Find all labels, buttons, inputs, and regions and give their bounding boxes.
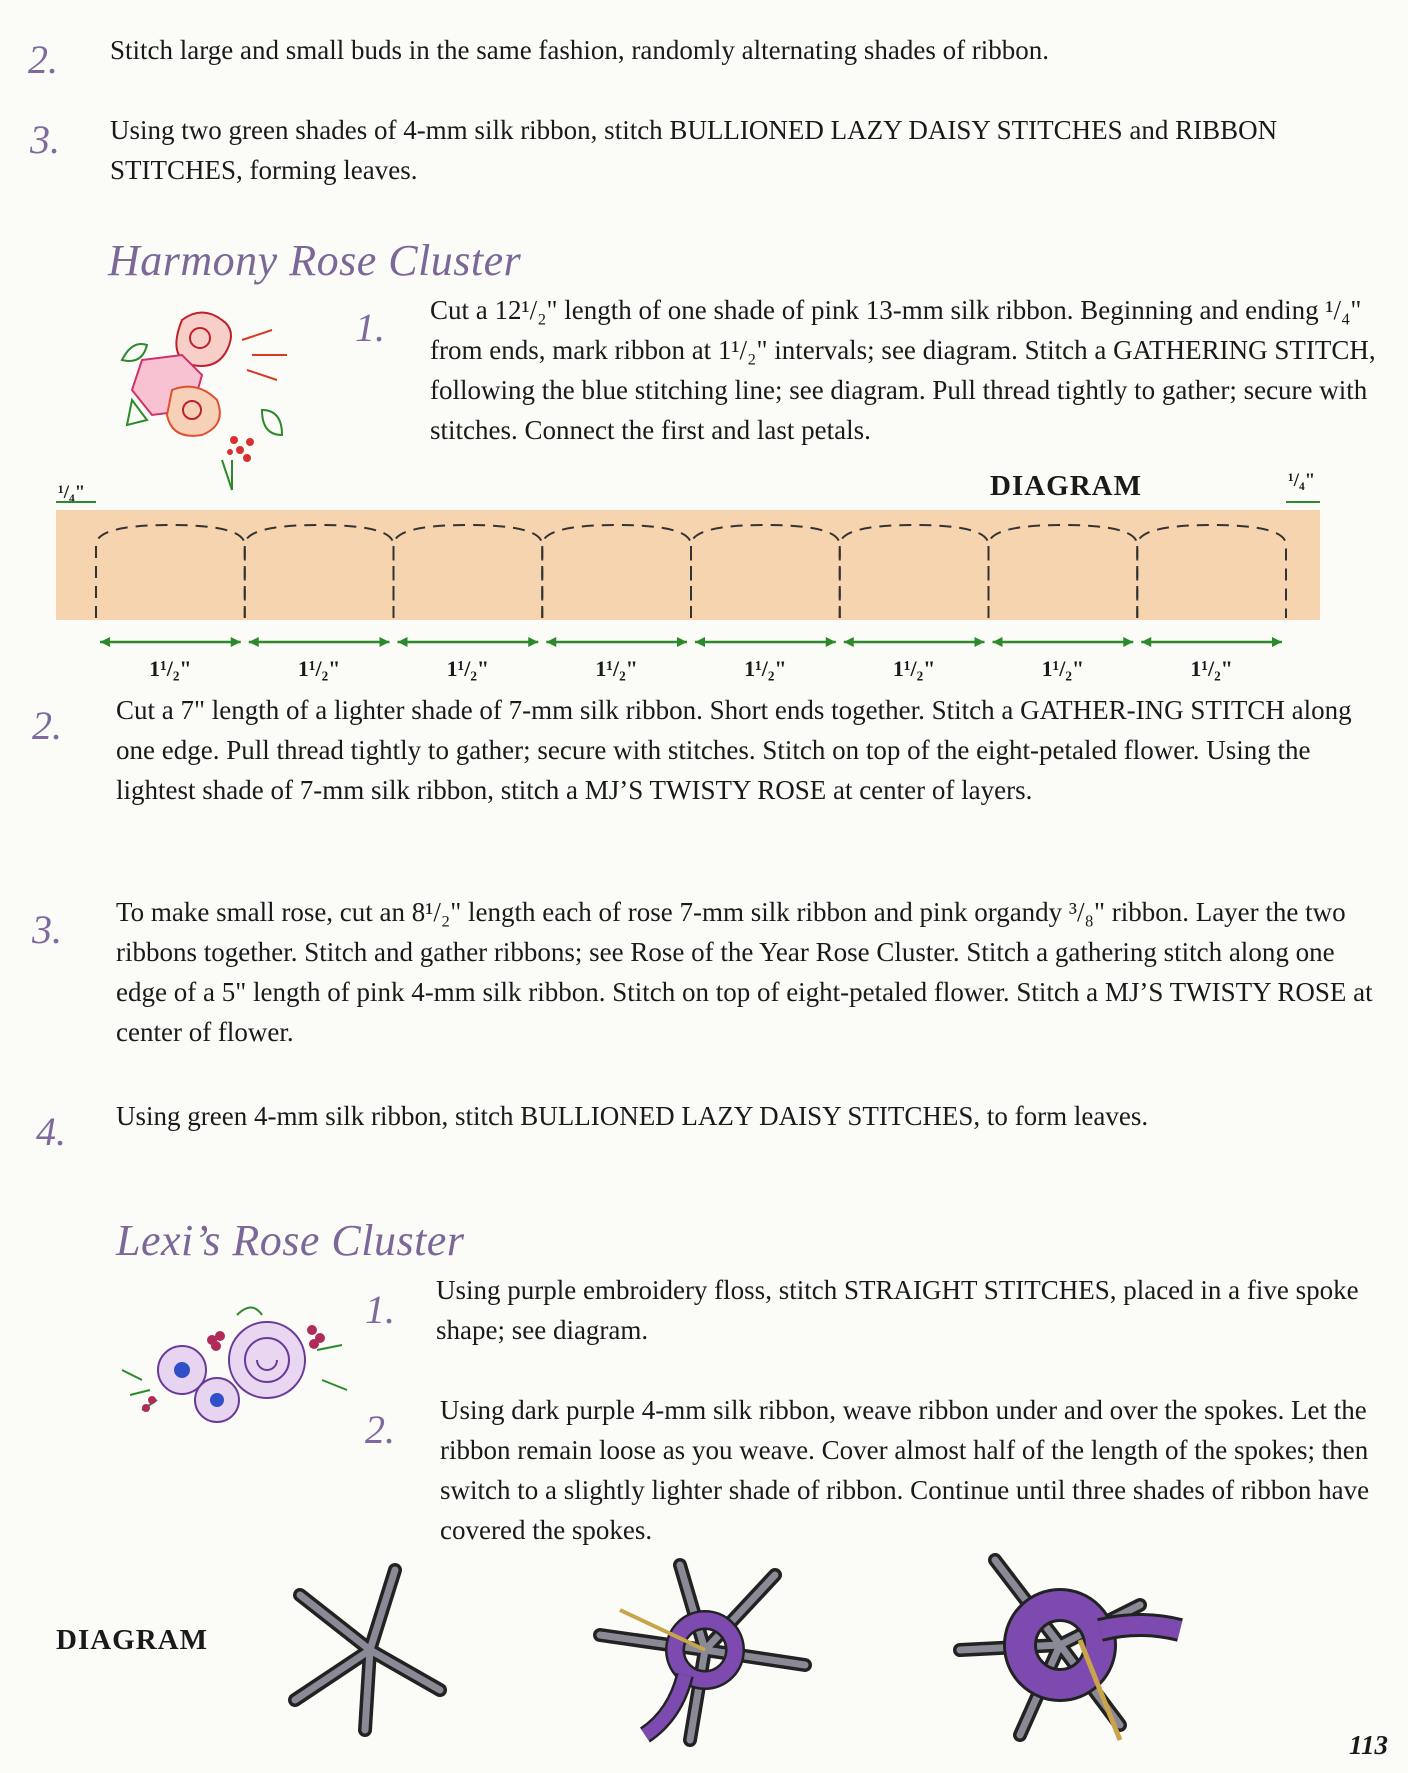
arrow-head [100,637,110,647]
arrow-head [677,637,687,647]
step-text: Cut a 12¹/₂" length of one shade of pink 13-mm silk ribbon. Beginning and ending ¹/₄" from ends, mark ribbon at 1¹/₂" intervals; see diagram. Stitch a GATHERING STITCH, following the blue stitching line; see diagram. Pull thread tightly to gather; secure with stitches. Connect the first and last petals. [430,295,1376,445]
arrow-head [844,637,854,647]
step-number: 1. [365,1287,395,1332]
step-number: 3. [30,117,60,162]
arrow-head [528,637,538,647]
step-number: 3. [32,907,62,952]
interval-measure-label: 1¹/₂" [297,656,341,681]
diagram-label: DIAGRAM [990,470,1142,502]
step-text: Using dark purple 4-mm silk ribbon, weave ribbon under and over the spokes. Let the ribbon remain loose as you weave. Cover almost half of the length of the spokes; then switch to a slightly lighter shade of ribbon. Continue until three shades of ribbon have covered the spokes. [440,1395,1370,1545]
arrow-head [1141,637,1151,647]
step-number: 2. [32,703,62,748]
interval-measure-label: 1¹/₂" [446,656,490,681]
step-text: Using two green shades of 4-mm silk ribbon, stitch BULLIONED LAZY DAISY STITCHES and RIBBON STITCHES, forming leaves. [110,115,1278,185]
arrow-head [1272,637,1282,647]
arrow-head [249,637,259,647]
interval-measure-label: 1¹/₂" [1041,656,1085,681]
arrow-head [398,637,408,647]
step-number: 4. [36,1109,66,1154]
arrow-head [231,637,241,647]
lexi-rose-illustration [122,1300,352,1440]
weaving-diagram-step-2 [950,1550,1200,1750]
interval-measure-label: 1¹/₂" [1190,656,1233,681]
step-text: Stitch large and small buds in the same fashion, randomly alternating shades of ribbon. [110,35,1050,65]
arrow-head [993,637,1003,647]
arrow-head [975,637,985,647]
step-number: 2. [365,1407,395,1452]
section-heading: Lexi’s Rose Cluster [116,1216,465,1265]
step-text: Using green 4-mm silk ribbon, stitch BULLIONED LAZY DAISY STITCHES, to form leaves. [116,1101,1149,1131]
diagram-label: DIAGRAM [56,1624,208,1656]
section-heading: Harmony Rose Cluster [108,236,522,285]
arrow-head [380,637,390,647]
five-spoke-diagram [290,1560,450,1740]
arrow-head [1123,637,1133,647]
interval-measure-label: 1¹/₂" [892,656,936,681]
end-measure-label: ¹/₄" [1288,470,1316,491]
arrow-head [695,637,705,647]
interval-measure-label: 1¹/₂" [595,656,638,681]
step-text: To make small rose, cut an 8¹/₂" length each of rose 7-mm silk ribbon and pink organdy ³/₈" ribbon. Layer the two ribbons together. Stitch and gather ribbons; see Rose of the Year Rose Cluster. Stitch a gathering stitch along one edge of a 5" length of pink 4-mm silk ribbon. Stitch on top of eight-petaled flower. Stitch a MJ’S TWISTY ROSE at center of flower. [116,897,1373,1047]
step-text: Using purple embroidery floss, stitch STRAIGHT STITCHES, placed in a five spoke shape; see diagram. [436,1275,1359,1345]
arrow-head [546,637,556,647]
end-measure-label: ¹/₄" [58,482,86,503]
harmony-rose-illustration [112,300,312,500]
step-text: Cut a 7" length of a lighter shade of 7-mm silk ribbon. Short ends together. Stitch a GATHER-ING STITCH along one edge. Pull thread tightly to gather; secure with stitches. Stitch on top of the eight-petaled flower. Using the lightest shade of 7-mm silk ribbon, stitch a MJ’S TWISTY ROSE at center of layers. [116,695,1352,805]
step-number: 2. [28,37,58,82]
interval-measure-label: 1¹/₂" [744,656,787,681]
interval-measure-label: 1¹/₂" [149,656,192,681]
weaving-diagram-step-1 [590,1555,820,1755]
arrow-head [826,637,836,647]
ribbon-strip [56,510,1320,620]
page-number: 113 [1348,1730,1388,1760]
step-number: 1. [355,305,385,350]
